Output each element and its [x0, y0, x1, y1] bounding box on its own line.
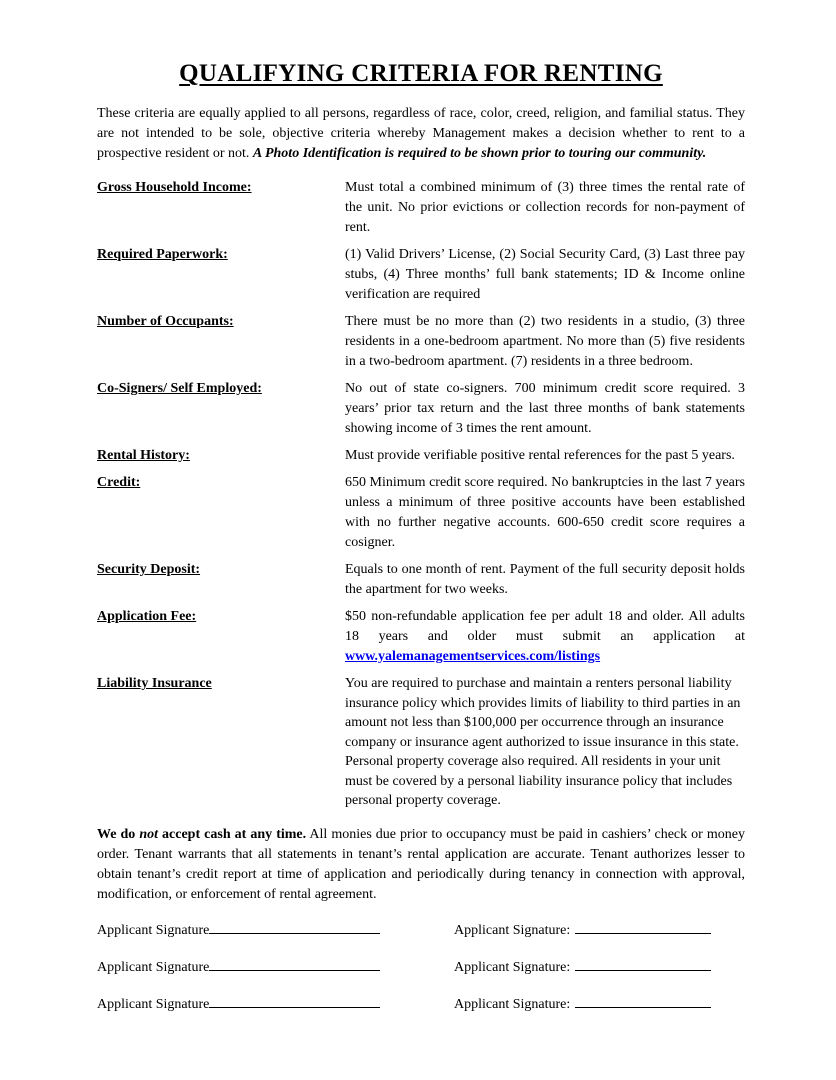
criteria-label: Required Paperwork:: [97, 247, 228, 262]
criteria-description: Must total a combined minimum of (3) three times the rental rate of the unit. No prior evictions or collection records for non-payment of rent.: [345, 180, 745, 235]
criteria-description: There must be no more than (2) two residents in a studio, (3) three residents in a one-bedroom apartment. No more than (5) five residents in a two-bedroom apartment. (7) residents in a three bedroom.: [345, 314, 745, 369]
criteria-row-required-paperwork: [97, 245, 745, 305]
signature-line: [575, 919, 711, 934]
criteria-list: [97, 178, 745, 811]
page-title-text: QUALIFYING CRITERIA FOR RENTING: [179, 60, 663, 87]
criteria-label: Number of Occupants:: [97, 314, 234, 329]
signature-row: [97, 956, 745, 978]
signature-cell-right: [454, 993, 745, 1015]
listings-link[interactable]: www.yalemanagementservices.com/listings: [345, 649, 601, 664]
no-cash-bold-italic: not: [139, 826, 158, 842]
criteria-row-rental-history: [97, 446, 745, 466]
signature-label: Applicant Signature: [97, 922, 210, 938]
criteria-label: Co-Signers/ Self Employed:: [97, 381, 262, 396]
criteria-description: 650 Minimum credit score required. No bankruptcies in the last 7 years unless a minimum of three positive accounts have been established with no further negative accounts. 600-650 credit score requires a cosigner.: [345, 475, 745, 550]
criteria-row-credit: [97, 473, 745, 553]
no-cash-bold-lead: We do: [97, 826, 140, 842]
criteria-description: You are required to purchase and maintain a renters personal liability insurance policy which provides limits of liability to third parties in an amount not less than $100,000 per occurrence through an insurance company or insurance agent authorized to issue insurance in this state. Personal property coverage also required. All residents in your unit must be covered by a personal liability insurance policy that includes personal property coverage.: [345, 676, 741, 808]
intro-paragraph: [97, 104, 745, 164]
intro-text: These criteria are equally applied to all persons, regardless of race, color, creed, religion, and familial status. They are not intended to be sole, objective criteria whereby Management makes a decision whether to rent to a prospective resident or not.: [97, 106, 745, 161]
criteria-label: Liability Insurance: [97, 676, 212, 691]
criteria-description: No out of state co-signers. 700 minimum credit score required. 3 years’ prior tax return and the last three months of bank statements showing income of 3 times the rent amount.: [345, 381, 745, 436]
intro-emphasis: A Photo Identification is required to be shown prior to touring our community.: [252, 146, 707, 161]
criteria-label: Rental History:: [97, 448, 190, 463]
no-cash-text: All monies due prior to occupancy must be paid in cashiers’ check or money order. Tenant warrants that all statements in tenant’s rental application are accurate. Tenant authorizes lesser to obtain tenant’s credit report at time of application and periodically during tenancy in connection with approval, modification, or enforcement of rental agreement.: [97, 826, 745, 902]
signature-cell-left: [97, 956, 454, 978]
criteria-label: Gross Household Income:: [97, 180, 252, 195]
signature-label: Applicant Signature:: [454, 922, 571, 938]
signature-label: Applicant Signature:: [454, 959, 571, 975]
signature-label: Applicant Signature: [97, 959, 210, 975]
criteria-row-co-signers: [97, 379, 745, 439]
signature-line: [209, 919, 380, 934]
signature-section: [97, 919, 745, 1015]
signature-line: [209, 956, 380, 971]
application-fee-text: $50 non-refundable application fee per adult 18 and older. All adults 18 years and older must submit an application at: [345, 609, 745, 644]
signature-cell-right: [454, 919, 745, 941]
criteria-description: (1) Valid Drivers’ License, (2) Social Security Card, (3) Last three pay stubs, (4) Three months’ full bank statements; ID & Income online verification are required: [345, 247, 745, 302]
signature-line: [209, 993, 380, 1008]
criteria-label: Application Fee:: [97, 609, 197, 624]
criteria-row-number-of-occupants: [97, 312, 745, 372]
signature-cell-left: [97, 919, 454, 941]
criteria-row-liability-insurance: [97, 674, 745, 811]
criteria-label: Security Deposit:: [97, 562, 201, 577]
signature-label: Applicant Signature:: [454, 996, 571, 1012]
signature-row: [97, 919, 745, 941]
page-title: [97, 60, 745, 87]
criteria-label: Credit:: [97, 475, 141, 490]
no-cash-bold-tail: accept cash at any time.: [158, 826, 307, 842]
signature-line: [575, 956, 711, 971]
criteria-description: [345, 607, 745, 667]
signature-cell-right: [454, 956, 745, 978]
criteria-row-security-deposit: [97, 560, 745, 600]
no-cash-paragraph: [97, 825, 745, 905]
criteria-description: Must provide verifiable positive rental references for the past 5 years.: [345, 448, 735, 463]
criteria-description: Equals to one month of rent. Payment of the full security deposit holds the apartment for two weeks.: [345, 562, 745, 597]
signature-line: [575, 993, 711, 1008]
criteria-row-application-fee: [97, 607, 745, 667]
signature-label: Applicant Signature: [97, 996, 210, 1012]
criteria-row-gross-household-income: [97, 178, 745, 238]
signature-row: [97, 993, 745, 1015]
signature-cell-left: [97, 993, 454, 1015]
